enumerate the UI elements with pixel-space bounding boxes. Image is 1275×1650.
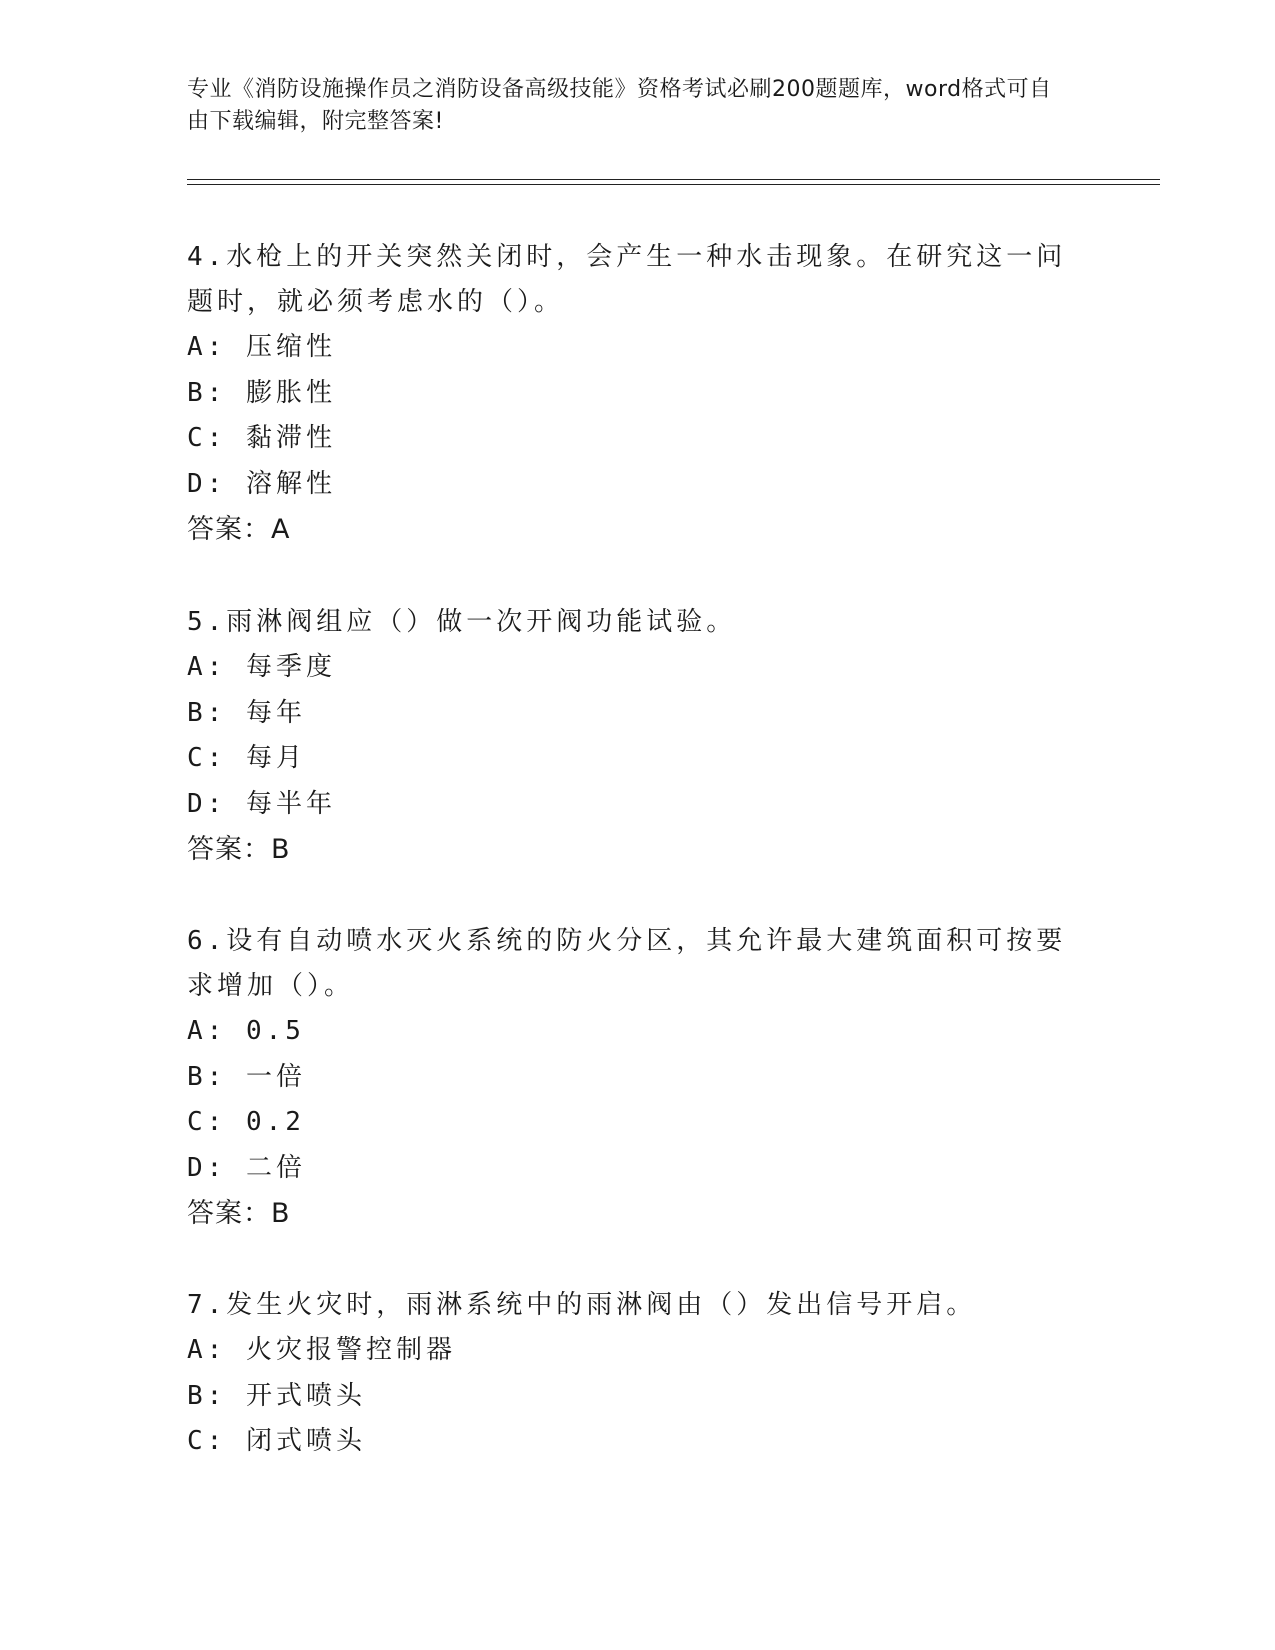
option-c: C: 闭式喷头	[187, 1426, 366, 1456]
question-block	[187, 1283, 1077, 1465]
option-b: B: 膨胀性	[187, 377, 336, 408]
option-d: D: 每半年	[187, 788, 336, 819]
answer-line: 答案：B	[187, 834, 291, 865]
option-c: C: 0.2	[187, 1107, 305, 1137]
question-stem: 5.雨淋阀组应（）做一次开阀功能试验。	[187, 607, 737, 637]
question-stem: 7.发生火灾时，雨淋系统中的雨淋阀由（）发出信号开启。	[187, 1290, 977, 1320]
option-a: A: 压缩性	[187, 332, 336, 362]
option-d: D: 溶解性	[187, 468, 336, 499]
question-block	[187, 600, 1077, 873]
document-header: 专业《消防设施操作员之消防设备高级技能》资格考试必刷200题题库，word格式可自由下载编辑，附完整答案!	[187, 77, 1052, 134]
option-c: C: 每月	[187, 743, 306, 773]
option-a: A: 火灾报警控制器	[187, 1335, 456, 1365]
option-b: B: 一倍	[187, 1061, 306, 1092]
question-block	[187, 919, 1077, 1237]
question-stem: 6.设有自动喷水灭火系统的防火分区，其允许最大建筑面积可按要求增加（）。	[187, 926, 1067, 1001]
option-b: B: 开式喷头	[187, 1380, 366, 1411]
answer-line: 答案：A	[187, 514, 291, 545]
option-c: C: 黏滞性	[187, 423, 336, 453]
answer-line: 答案：B	[187, 1198, 291, 1229]
question-stem: 4.水枪上的开关突然关闭时，会产生一种水击现象。在研究这一问题时，就必须考虑水的（）。	[187, 242, 1067, 317]
header-divider-top	[187, 179, 1160, 180]
option-a: A: 每季度	[187, 652, 336, 682]
option-d: D: 二倍	[187, 1152, 306, 1183]
header-divider-bottom	[187, 184, 1160, 185]
option-b: B: 每年	[187, 697, 306, 728]
question-block	[187, 235, 1077, 553]
option-a: A: 0.5	[187, 1016, 305, 1046]
